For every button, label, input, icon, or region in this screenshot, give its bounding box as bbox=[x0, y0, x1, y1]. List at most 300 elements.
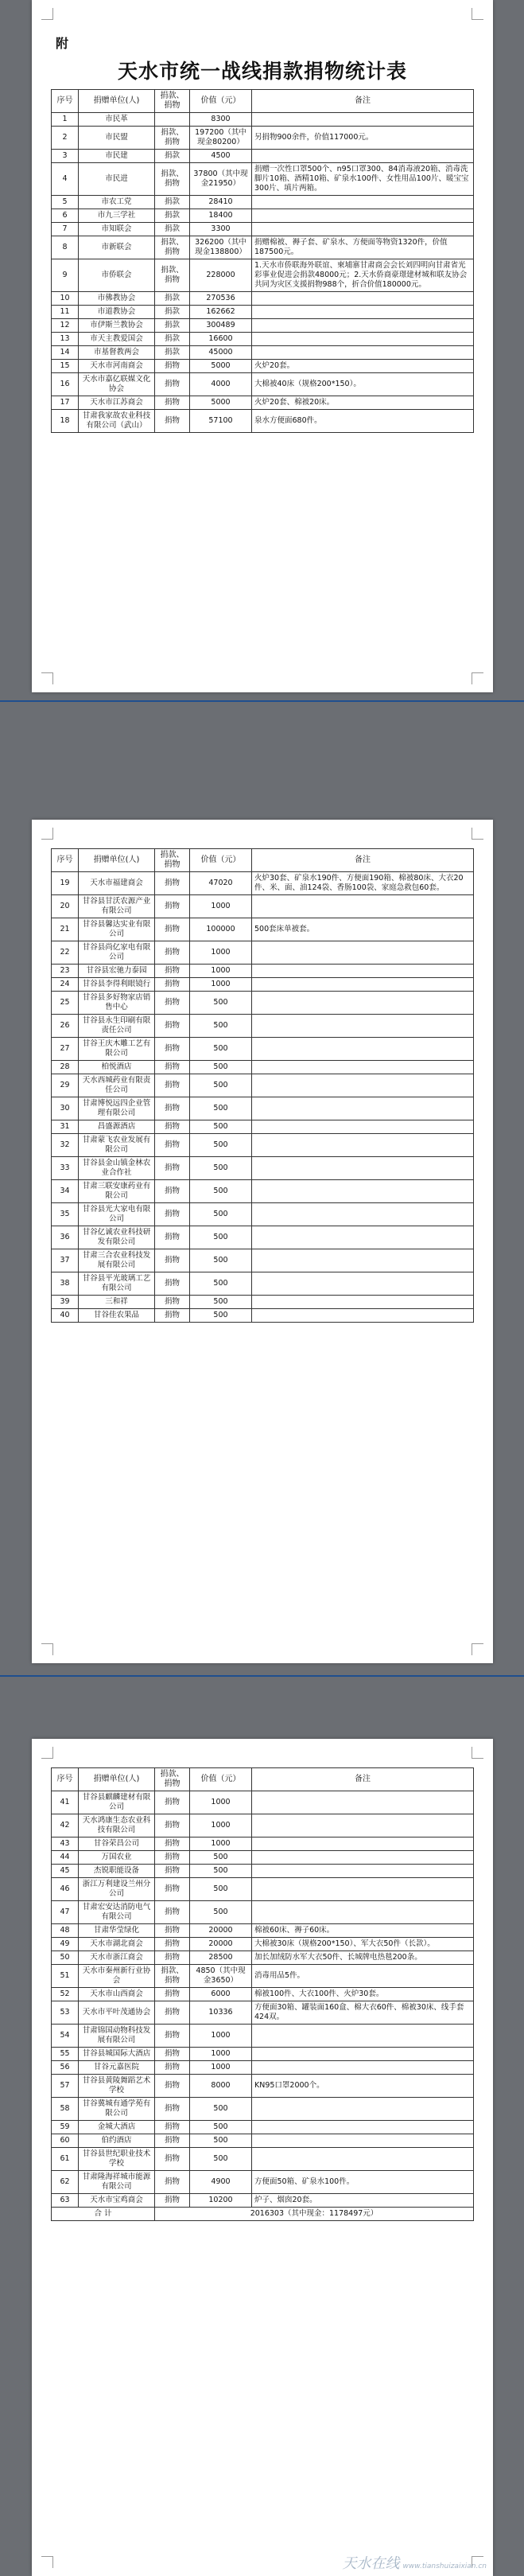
donation-value: 45000 bbox=[190, 346, 252, 360]
donation-type: 捐款、捐物 bbox=[155, 1965, 190, 1988]
donor-name: 天水市平叶茂通协会 bbox=[79, 2001, 155, 2025]
row-number: 40 bbox=[52, 1309, 79, 1323]
donation-type: 捐物 bbox=[155, 1061, 190, 1074]
donation-type: 捐物 bbox=[155, 1157, 190, 1180]
row-number: 32 bbox=[52, 1134, 79, 1157]
donation-note bbox=[252, 1309, 474, 1323]
table-row bbox=[52, 1951, 474, 1965]
crop-mark bbox=[472, 1643, 483, 1655]
donation-value: 5000 bbox=[190, 360, 252, 373]
donor-name: 甘谷佳农果品 bbox=[79, 1309, 155, 1323]
donor-name: 甘谷县平光玻璃工艺有限公司 bbox=[79, 1272, 155, 1296]
header-no: 序号 bbox=[52, 849, 79, 872]
table-row bbox=[52, 1791, 474, 1814]
row-number: 24 bbox=[52, 978, 79, 992]
donation-note bbox=[252, 319, 474, 333]
donor-name: 甘肃宏安达消防电气有限公司 bbox=[79, 1901, 155, 1924]
donor-name: 天水西城药业有限责任公司 bbox=[79, 1074, 155, 1097]
row-number: 1 bbox=[52, 113, 79, 127]
donation-value: 4500 bbox=[190, 150, 252, 163]
donor-name: 甘谷王庆木雕工艺有限公司 bbox=[79, 1038, 155, 1061]
donation-type: 捐款 bbox=[155, 209, 190, 223]
crop-mark bbox=[472, 828, 483, 840]
row-number: 8 bbox=[52, 236, 79, 259]
donation-note bbox=[252, 941, 474, 965]
crop-mark bbox=[41, 2556, 53, 2568]
donation-type: 捐物 bbox=[155, 2148, 190, 2171]
donation-note bbox=[252, 1865, 474, 1878]
donation-type: 捐款 bbox=[155, 319, 190, 333]
donation-type: 捐物 bbox=[155, 1296, 190, 1309]
donation-value: 10336 bbox=[190, 2001, 252, 2025]
donation-note: 消毒用品5件。 bbox=[252, 1965, 474, 1988]
donation-value: 1000 bbox=[190, 941, 252, 965]
crop-mark bbox=[472, 672, 483, 684]
row-number: 44 bbox=[52, 1851, 79, 1865]
table-row bbox=[52, 259, 474, 292]
donation-type: 捐物 bbox=[155, 1951, 190, 1965]
donor-name: 天水市宝鸡商会 bbox=[79, 2194, 155, 2208]
row-number: 11 bbox=[52, 306, 79, 319]
row-number: 23 bbox=[52, 965, 79, 978]
donation-type: 捐款、捐物 bbox=[155, 259, 190, 292]
row-number: 47 bbox=[52, 1901, 79, 1924]
donation-value: 1000 bbox=[190, 2061, 252, 2075]
donor-name: 天水市嘉亿联媒文化协会 bbox=[79, 373, 155, 396]
donation-type: 捐物 bbox=[155, 360, 190, 373]
donation-type: 捐物 bbox=[155, 1249, 190, 1272]
donation-type: 捐物 bbox=[155, 410, 190, 433]
donation-value: 500 bbox=[190, 1015, 252, 1038]
donor-name: 甘谷亿诚农业科技研发有限公司 bbox=[79, 1226, 155, 1249]
row-number: 6 bbox=[52, 209, 79, 223]
row-number: 63 bbox=[52, 2194, 79, 2208]
donation-value: 500 bbox=[190, 1120, 252, 1134]
donor-name: 天水市湖北商会 bbox=[79, 1938, 155, 1951]
donor-name: 天水市山西商会 bbox=[79, 1988, 155, 2001]
donation-type: 捐物 bbox=[155, 1837, 190, 1851]
donation-value: 20000 bbox=[190, 1924, 252, 1938]
crop-mark bbox=[472, 8, 483, 20]
donation-table bbox=[51, 848, 474, 1323]
donation-note bbox=[252, 333, 474, 346]
row-number: 55 bbox=[52, 2048, 79, 2061]
donation-type: 捐物 bbox=[155, 992, 190, 1015]
donation-note bbox=[252, 895, 474, 918]
donation-value: 5000 bbox=[190, 396, 252, 410]
donation-note: 泉水方便面680件。 bbox=[252, 410, 474, 433]
donation-note bbox=[252, 1249, 474, 1272]
header-value: 价值（元） bbox=[190, 1768, 252, 1791]
table-header-row bbox=[52, 90, 474, 113]
table-row bbox=[52, 895, 474, 918]
row-number: 57 bbox=[52, 2075, 79, 2098]
donation-value: 500 bbox=[190, 1038, 252, 1061]
donation-note bbox=[252, 1878, 474, 1901]
row-number: 61 bbox=[52, 2148, 79, 2171]
table-row bbox=[52, 1988, 474, 2001]
donor-name: 甘肃三合农业科技发展有限公司 bbox=[79, 1249, 155, 1272]
table-row bbox=[52, 360, 474, 373]
donation-type: 捐物 bbox=[155, 1878, 190, 1901]
table-row bbox=[52, 2171, 474, 2194]
donor-name: 甘谷冀城有通学苑有限公司 bbox=[79, 2098, 155, 2121]
row-number: 20 bbox=[52, 895, 79, 918]
donation-value: 500 bbox=[190, 2148, 252, 2171]
donation-type: 捐物 bbox=[155, 2001, 190, 2025]
table-row bbox=[52, 236, 474, 259]
donation-note bbox=[252, 292, 474, 306]
donation-value: 1000 bbox=[190, 965, 252, 978]
donor-name: 市道教协会 bbox=[79, 306, 155, 319]
donation-type: 捐物 bbox=[155, 1203, 190, 1226]
donor-name: 柏悦酒店 bbox=[79, 1061, 155, 1074]
donation-value: 16600 bbox=[190, 333, 252, 346]
donation-value: 500 bbox=[190, 1226, 252, 1249]
table-row bbox=[52, 1180, 474, 1203]
donor-name: 甘谷县馨达实业有限公司 bbox=[79, 918, 155, 941]
donor-name: 甘谷元嘉医院 bbox=[79, 2061, 155, 2075]
crop-mark bbox=[41, 1643, 53, 1655]
donation-value: 1000 bbox=[190, 2025, 252, 2048]
donation-value: 10200 bbox=[190, 2194, 252, 2208]
donor-name: 甘肃华莹绿化 bbox=[79, 1924, 155, 1938]
table-row bbox=[52, 1203, 474, 1226]
donation-note bbox=[252, 1180, 474, 1203]
row-number: 5 bbox=[52, 196, 79, 209]
donor-name: 市民进 bbox=[79, 163, 155, 196]
header-value: 价值（元） bbox=[190, 849, 252, 872]
table-row bbox=[52, 1309, 474, 1323]
table-row bbox=[52, 113, 474, 127]
header-note: 备注 bbox=[252, 90, 474, 113]
donation-type: 捐物 bbox=[155, 1226, 190, 1249]
donation-value: 1000 bbox=[190, 2048, 252, 2061]
donor-name: 甘谷县甘沃农源产业有限公司 bbox=[79, 895, 155, 918]
table-row bbox=[52, 1851, 474, 1865]
donation-type: 捐款、捐物 bbox=[155, 163, 190, 196]
donor-name: 三和祥 bbox=[79, 1296, 155, 1309]
donation-value: 20000 bbox=[190, 1938, 252, 1951]
table-row bbox=[52, 1878, 474, 1901]
donation-value: 1000 bbox=[190, 978, 252, 992]
document-page-2 bbox=[32, 820, 493, 1663]
donor-name: 甘谷县光大家电有限公司 bbox=[79, 1203, 155, 1226]
row-number: 50 bbox=[52, 1951, 79, 1965]
donor-name: 天水市福建商会 bbox=[79, 872, 155, 895]
row-number: 19 bbox=[52, 872, 79, 895]
donation-note bbox=[252, 2061, 474, 2075]
row-number: 28 bbox=[52, 1061, 79, 1074]
donor-name: 市新联会 bbox=[79, 236, 155, 259]
donor-name: 甘谷荣昌公司 bbox=[79, 1837, 155, 1851]
donation-value: 500 bbox=[190, 1180, 252, 1203]
donation-type: 捐物 bbox=[155, 1791, 190, 1814]
donation-note bbox=[252, 1134, 474, 1157]
donation-type: 捐物 bbox=[155, 1120, 190, 1134]
donation-value: 8300 bbox=[190, 113, 252, 127]
donation-type: 捐物 bbox=[155, 1097, 190, 1120]
donation-type: 捐物 bbox=[155, 1938, 190, 1951]
donation-type: 捐款 bbox=[155, 292, 190, 306]
donation-note: KN95口罩2000个。 bbox=[252, 2075, 474, 2098]
row-number: 60 bbox=[52, 2134, 79, 2148]
donation-value: 100000 bbox=[190, 918, 252, 941]
table-row bbox=[52, 2134, 474, 2148]
row-number: 35 bbox=[52, 1203, 79, 1226]
row-number: 18 bbox=[52, 410, 79, 433]
page-separator bbox=[0, 700, 524, 702]
donation-type: 捐物 bbox=[155, 1309, 190, 1323]
crop-mark bbox=[41, 1747, 53, 1759]
table-row bbox=[52, 1814, 474, 1837]
table-row bbox=[52, 1134, 474, 1157]
table-row bbox=[52, 209, 474, 223]
donation-note bbox=[252, 1015, 474, 1038]
donation-value: 1000 bbox=[190, 895, 252, 918]
donation-value: 500 bbox=[190, 1865, 252, 1878]
donation-note bbox=[252, 1157, 474, 1180]
table-row bbox=[52, 2194, 474, 2208]
donation-type: 捐物 bbox=[155, 1272, 190, 1296]
row-number: 22 bbox=[52, 941, 79, 965]
crop-mark bbox=[41, 672, 53, 684]
row-number: 39 bbox=[52, 1296, 79, 1309]
table-row bbox=[52, 1865, 474, 1878]
donation-value: 500 bbox=[190, 2121, 252, 2134]
donation-value: 500 bbox=[190, 2098, 252, 2121]
document-page-1 bbox=[32, 0, 493, 692]
donation-note bbox=[252, 1120, 474, 1134]
donation-type: 捐物 bbox=[155, 1901, 190, 1924]
donor-name: 昌盛源酒店 bbox=[79, 1120, 155, 1134]
donor-name: 市佛教协会 bbox=[79, 292, 155, 306]
donation-type: 捐物 bbox=[155, 2048, 190, 2061]
table-row bbox=[52, 1120, 474, 1134]
donation-value: 162662 bbox=[190, 306, 252, 319]
donation-type: 捐物 bbox=[155, 2075, 190, 2098]
donor-name: 市民革 bbox=[79, 113, 155, 127]
donation-table bbox=[51, 1767, 474, 2221]
table-row bbox=[52, 918, 474, 941]
donor-name: 金城大酒店 bbox=[79, 2121, 155, 2134]
donation-note bbox=[252, 1226, 474, 1249]
row-number: 4 bbox=[52, 163, 79, 196]
header-type: 捐款、捐物 bbox=[155, 1768, 190, 1791]
donation-note: 火炉20套、棉被20床。 bbox=[252, 396, 474, 410]
row-number: 9 bbox=[52, 259, 79, 292]
donation-type: 捐物 bbox=[155, 2061, 190, 2075]
donation-note bbox=[252, 1061, 474, 1074]
total-label: 合 计 bbox=[52, 2208, 155, 2221]
table-row bbox=[52, 306, 474, 319]
donation-type: 捐物 bbox=[155, 2171, 190, 2194]
table-row bbox=[52, 1061, 474, 1074]
donation-value: 500 bbox=[190, 1097, 252, 1120]
row-number: 62 bbox=[52, 2171, 79, 2194]
table-row bbox=[52, 2048, 474, 2061]
row-number: 51 bbox=[52, 1965, 79, 1988]
donation-value: 500 bbox=[190, 992, 252, 1015]
table-row bbox=[52, 1074, 474, 1097]
table-row bbox=[52, 978, 474, 992]
donation-value: 500 bbox=[190, 1272, 252, 1296]
donation-note bbox=[252, 150, 474, 163]
donation-value: 500 bbox=[190, 1061, 252, 1074]
donation-value: 228000 bbox=[190, 259, 252, 292]
donation-type: 捐款 bbox=[155, 223, 190, 236]
donation-note: 火炉30套、矿泉水190件、方便面190箱、棉被80床、大衣20件、米、面、油124袋、香肠100袋、家庭急救包60套。 bbox=[252, 872, 474, 895]
donation-value: 37800（其中现金21950） bbox=[190, 163, 252, 196]
donation-value: 4900 bbox=[190, 2171, 252, 2194]
donation-note bbox=[252, 2098, 474, 2121]
table-row bbox=[52, 1938, 474, 1951]
donor-name: 甘谷县金山镇金林农业合作社 bbox=[79, 1157, 155, 1180]
donor-name: 天水市江苏商会 bbox=[79, 396, 155, 410]
total-value: 2016303（其中现金：1178497元） bbox=[155, 2208, 474, 2221]
donation-note bbox=[252, 1791, 474, 1814]
header-no: 序号 bbox=[52, 90, 79, 113]
donation-note bbox=[252, 223, 474, 236]
donation-type: 捐物 bbox=[155, 2121, 190, 2134]
donation-value: 500 bbox=[190, 1203, 252, 1226]
donor-name: 浙江万利建设兰州分公司 bbox=[79, 1878, 155, 1901]
donor-name: 甘肃我家故农业科技有限公司（武山） bbox=[79, 410, 155, 433]
donor-name: 甘肃锦国动物科技发展有限公司 bbox=[79, 2025, 155, 2048]
donation-value: 1000 bbox=[190, 1791, 252, 1814]
table-row bbox=[52, 1226, 474, 1249]
row-number: 2 bbox=[52, 127, 79, 150]
donation-note: 1.天水市侨联海外联谊、柬埔寨甘肃商会会长刘四明向甘肃省光彩事业促进会捐款48000元；2.天水侨商豪璟建材城和联友协会共同为灾区支援捐物988个，折合价值180000元。 bbox=[252, 259, 474, 292]
donation-note: 捐赠一次性口罩500个、n95口罩300、84消毒液20箱、消毒洗脚片10箱、酒精10箱、矿泉水100件、女性用品100片、暖宝宝300片、填片两箱。 bbox=[252, 163, 474, 196]
donation-type: 捐物 bbox=[155, 965, 190, 978]
donation-type: 捐物 bbox=[155, 978, 190, 992]
header-no: 序号 bbox=[52, 1768, 79, 1791]
donation-value: 6000 bbox=[190, 1988, 252, 2001]
donor-name: 甘肃博悦远四企业管理有限公司 bbox=[79, 1097, 155, 1120]
donor-name: 甘谷县永生印刷有限责任公司 bbox=[79, 1015, 155, 1038]
row-number: 45 bbox=[52, 1865, 79, 1878]
row-number: 29 bbox=[52, 1074, 79, 1097]
donor-name: 市伊斯兰教协会 bbox=[79, 319, 155, 333]
donation-value: 28410 bbox=[190, 196, 252, 209]
table-row bbox=[52, 373, 474, 396]
donation-note bbox=[252, 2025, 474, 2048]
table-row bbox=[52, 2061, 474, 2075]
donation-note bbox=[252, 1814, 474, 1837]
donor-name: 杰锐职能设备 bbox=[79, 1865, 155, 1878]
donation-note: 大棉被40床（规格200*150）。 bbox=[252, 373, 474, 396]
row-number: 36 bbox=[52, 1226, 79, 1249]
table-row bbox=[52, 292, 474, 306]
donation-value: 500 bbox=[190, 2134, 252, 2148]
donation-type: 捐物 bbox=[155, 2098, 190, 2121]
donor-name: 市九三学社 bbox=[79, 209, 155, 223]
crop-mark bbox=[472, 1747, 483, 1759]
donation-type: 捐物 bbox=[155, 2134, 190, 2148]
table-row bbox=[52, 1015, 474, 1038]
table-header-row bbox=[52, 1768, 474, 1791]
row-number: 53 bbox=[52, 2001, 79, 2025]
table-row bbox=[52, 127, 474, 150]
donation-value: 18400 bbox=[190, 209, 252, 223]
table-row bbox=[52, 941, 474, 965]
donation-type: 捐款、捐物 bbox=[155, 127, 190, 150]
page-title: 天水市统一战线捐款捐物统计表 bbox=[117, 60, 407, 83]
table-row bbox=[52, 1901, 474, 1924]
table-row bbox=[52, 2075, 474, 2098]
donation-value: 4000 bbox=[190, 373, 252, 396]
table-row bbox=[52, 1924, 474, 1938]
donor-name: 甘谷县宏驰力泰园 bbox=[79, 965, 155, 978]
donation-note: 捐赠棉被、褥子套、矿泉水、方便面等物资1320件，价值187500元。 bbox=[252, 236, 474, 259]
donation-note: 方便面50箱、矿泉水100件。 bbox=[252, 2171, 474, 2194]
row-number: 15 bbox=[52, 360, 79, 373]
table-row bbox=[52, 1296, 474, 1309]
donation-note bbox=[252, 196, 474, 209]
donor-name: 市民盟 bbox=[79, 127, 155, 150]
donation-note: 500套床单被套。 bbox=[252, 918, 474, 941]
row-number: 56 bbox=[52, 2061, 79, 2075]
donation-type: 捐物 bbox=[155, 1038, 190, 1061]
row-number: 12 bbox=[52, 319, 79, 333]
donation-type: 捐物 bbox=[155, 1851, 190, 1865]
donation-table bbox=[51, 89, 474, 433]
donation-note: 棉被60床、褥子60床。 bbox=[252, 1924, 474, 1938]
table-row bbox=[52, 1965, 474, 1988]
table-row bbox=[52, 346, 474, 360]
donor-name: 甘肃三联安康药业有限公司 bbox=[79, 1180, 155, 1203]
donation-type: 捐物 bbox=[155, 1134, 190, 1157]
table-row bbox=[52, 1272, 474, 1296]
donation-type: 捐款 bbox=[155, 333, 190, 346]
donor-name: 天水市秦州新行业协会 bbox=[79, 1965, 155, 1988]
donation-value: 270536 bbox=[190, 292, 252, 306]
donation-value: 500 bbox=[190, 1309, 252, 1323]
row-number: 52 bbox=[52, 1988, 79, 2001]
donor-name: 甘谷县黄陵舞蹈艺术学校 bbox=[79, 2075, 155, 2098]
row-number: 58 bbox=[52, 2098, 79, 2121]
donation-note bbox=[252, 2048, 474, 2061]
donation-note bbox=[252, 346, 474, 360]
attachment-label: 附 bbox=[56, 36, 69, 51]
table-row bbox=[52, 2098, 474, 2121]
table-row bbox=[52, 2025, 474, 2048]
donation-type: 捐物 bbox=[155, 941, 190, 965]
table-row bbox=[52, 1249, 474, 1272]
donor-name: 天水市浙江商会 bbox=[79, 1951, 155, 1965]
table-row bbox=[52, 1157, 474, 1180]
donor-name: 市基督教两会 bbox=[79, 346, 155, 360]
donation-value: 197200（其中现金80200） bbox=[190, 127, 252, 150]
donation-note bbox=[252, 992, 474, 1015]
donation-type: 捐款 bbox=[155, 346, 190, 360]
header-donor: 捐赠单位(人) bbox=[79, 90, 155, 113]
page-separator bbox=[0, 1675, 524, 1677]
table-row bbox=[52, 992, 474, 1015]
row-number: 49 bbox=[52, 1938, 79, 1951]
donation-type: 捐物 bbox=[155, 1924, 190, 1938]
row-number: 3 bbox=[52, 150, 79, 163]
donor-name: 甘肃隆海祥城市能源有限公司 bbox=[79, 2171, 155, 2194]
donor-name: 甘谷县尚亿家电有限公司 bbox=[79, 941, 155, 965]
header-note: 备注 bbox=[252, 1768, 474, 1791]
donation-note bbox=[252, 1851, 474, 1865]
donation-type: 捐物 bbox=[155, 918, 190, 941]
donor-name: 万国农业 bbox=[79, 1851, 155, 1865]
donation-type: 捐物 bbox=[155, 2194, 190, 2208]
row-number: 54 bbox=[52, 2025, 79, 2048]
